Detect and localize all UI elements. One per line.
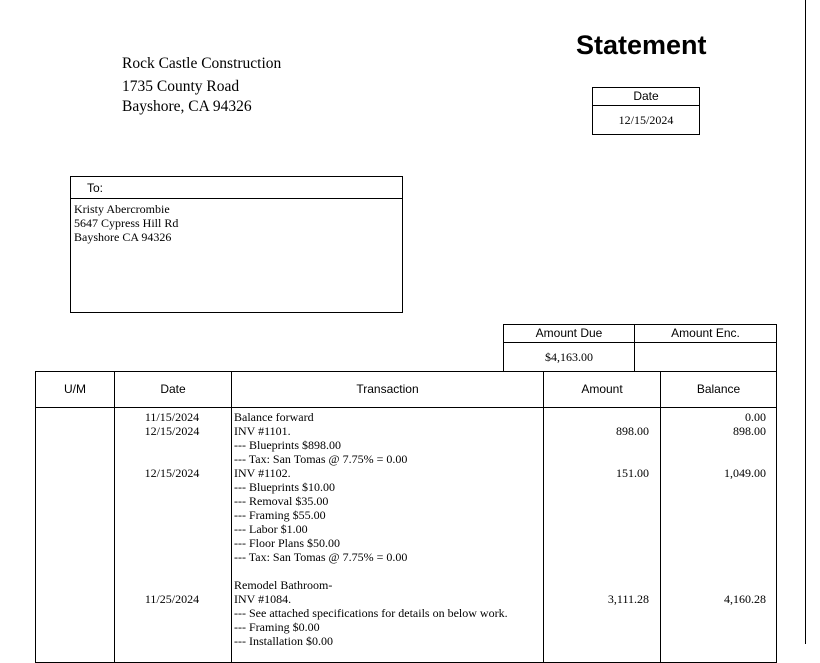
row-transaction-line: --- See attached specifications for details on below work. <box>234 606 508 620</box>
amount-box <box>503 324 777 372</box>
amount-divider <box>634 325 635 371</box>
row-balance: 4,160.28 <box>724 592 766 606</box>
row-amount: 3,111.28 <box>607 592 649 606</box>
recipient-city: Bayshore CA 94326 <box>74 230 172 244</box>
row-date: 12/15/2024 <box>144 424 200 438</box>
table-header-row <box>36 372 776 408</box>
date-value: 12/15/2024 <box>618 113 674 127</box>
header-date: Date <box>160 382 186 396</box>
date-label: Date <box>593 88 699 106</box>
header-transaction: Transaction <box>356 382 419 396</box>
amount-due-value: $4,163.00 <box>545 350 593 364</box>
amount-due-label: Amount Due <box>504 325 634 343</box>
row-balance: 0.00 <box>745 410 766 424</box>
row-transaction-line: INV #1101. <box>234 424 291 438</box>
column-divider <box>231 372 232 662</box>
page-edge <box>805 0 820 644</box>
row-transaction-line: --- Framing $0.00 <box>234 620 320 634</box>
header-balance: Balance <box>696 382 741 396</box>
company-address-line1: 1735 County Road <box>122 78 240 95</box>
row-amount: 151.00 <box>616 466 649 480</box>
column-divider <box>543 372 544 662</box>
row-transaction-line: Balance forward <box>234 410 314 424</box>
row-transaction-line: --- Framing $55.00 <box>234 508 326 522</box>
transactions-table <box>35 371 777 663</box>
document-title: Statement <box>576 30 707 60</box>
row-date: 12/15/2024 <box>144 466 200 480</box>
row-transaction-line: --- Labor $1.00 <box>234 522 308 536</box>
row-date: 11/25/2024 <box>144 592 200 606</box>
company-address-line2: Bayshore, CA 94326 <box>122 98 252 115</box>
to-box <box>70 176 403 313</box>
row-transaction-line: --- Blueprints $898.00 <box>234 438 341 452</box>
recipient-street: 5647 Cypress Hill Rd <box>74 216 179 230</box>
row-transaction-line: INV #1084. <box>234 592 292 606</box>
recipient-name: Kristy Abercrombie <box>74 202 170 216</box>
recipient-address <box>71 199 402 244</box>
row-transaction-line: --- Removal $35.00 <box>234 494 329 508</box>
header-amount: Amount <box>581 382 623 396</box>
to-label: To: <box>71 177 402 199</box>
row-transaction-line: --- Tax: San Tomas @ 7.75% = 0.00 <box>234 550 408 564</box>
row-transaction-line: --- Tax: San Tomas @ 7.75% = 0.00 <box>234 452 408 466</box>
header-um: U/M <box>64 382 86 396</box>
row-transaction-line: --- Blueprints $10.00 <box>234 480 335 494</box>
company-name: Rock Castle Construction <box>122 55 282 72</box>
row-date: 11/15/2024 <box>144 410 200 424</box>
row-transaction-line: INV #1102. <box>234 466 291 480</box>
date-box <box>592 87 700 135</box>
row-balance: 1,049.00 <box>724 466 766 480</box>
amount-enc-label: Amount Enc. <box>635 325 776 343</box>
row-transaction-line: --- Installation $0.00 <box>234 634 333 648</box>
row-amount: 898.00 <box>616 424 649 438</box>
row-transaction-line: --- Floor Plans $50.00 <box>234 536 340 550</box>
row-balance: 898.00 <box>733 424 766 438</box>
amount-enc-value <box>635 343 776 371</box>
row-transaction-line: Remodel Bathroom- <box>234 578 333 592</box>
company-block <box>122 54 281 117</box>
